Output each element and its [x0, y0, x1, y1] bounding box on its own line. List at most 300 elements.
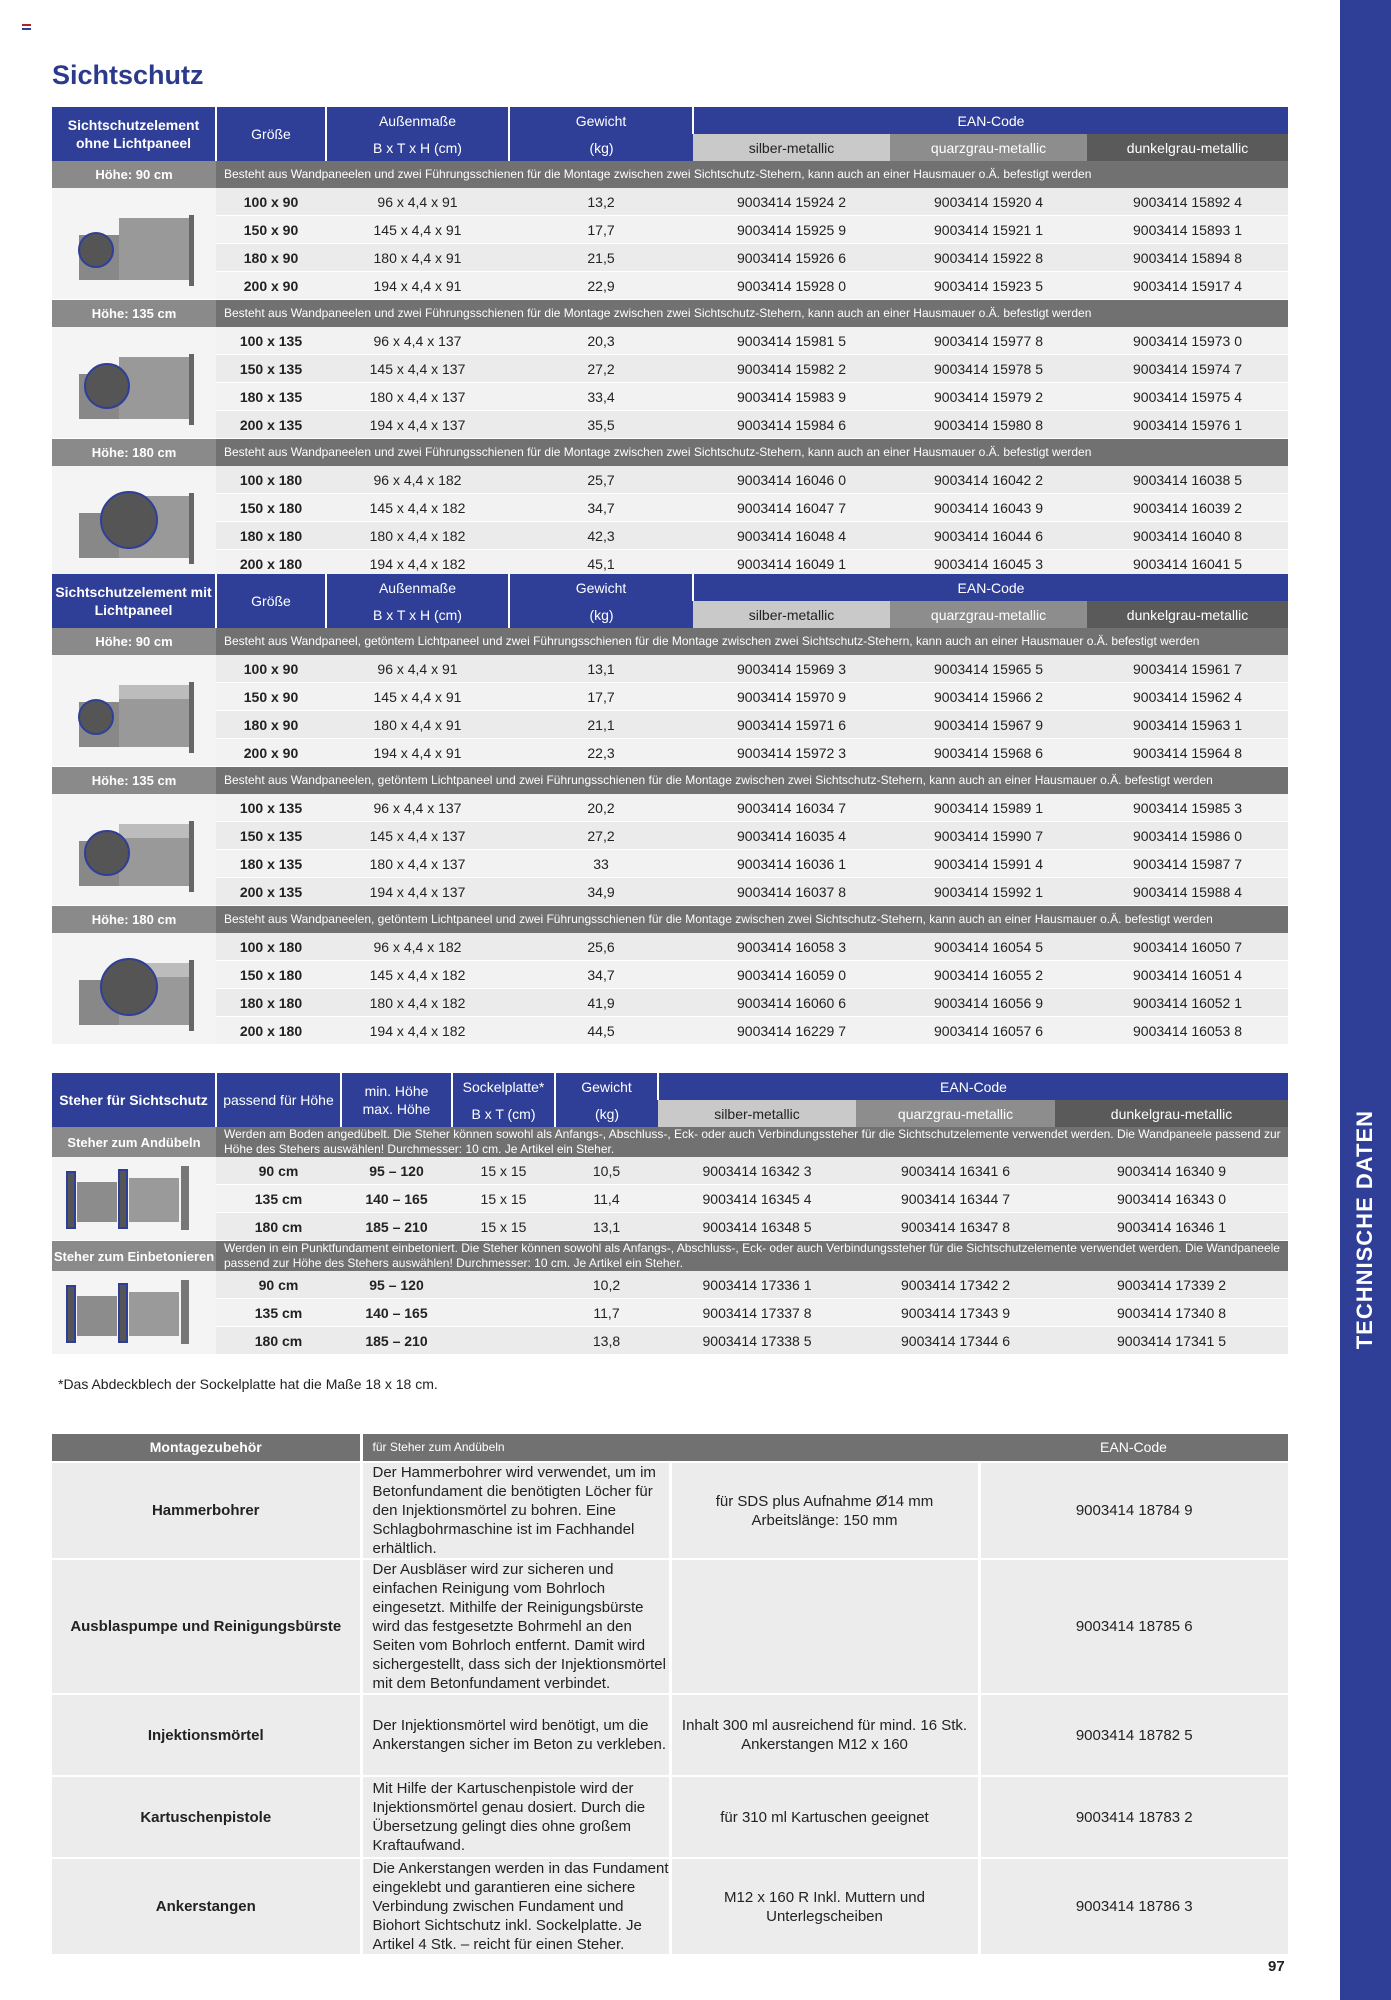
cell: 9003414 15964 8: [1087, 739, 1288, 767]
cell: 9003414 15974 7: [1087, 355, 1288, 383]
color-darkgrey: dunkelgrau-metallic: [1055, 1100, 1288, 1127]
cell: 135 cm: [216, 1185, 341, 1213]
dims-header: Außenmaße: [326, 107, 509, 134]
table-row: [52, 822, 1288, 850]
cell: 34,9: [509, 878, 693, 906]
dims-subheader: B x T x H (cm): [326, 601, 509, 628]
cell: 9003414 15971 6: [693, 711, 890, 739]
max-height-header: max. Höhe: [362, 1101, 431, 1117]
accessory-spec: M12 x 160 R Inkl. Muttern und Unterlegscheiben: [670, 1858, 979, 1955]
cell: 25,7: [509, 466, 693, 494]
plate-header: Sockelplatte*: [452, 1073, 555, 1100]
cell: 15 x 15: [452, 1157, 555, 1185]
fence-panel-icon: [59, 798, 209, 898]
cell: 9003414 15973 0: [1087, 327, 1288, 355]
cell: 145 x 4,4 x 137: [326, 822, 509, 850]
product-image: [52, 466, 216, 578]
cell: 9003414 15988 4: [1087, 878, 1288, 906]
cell: 180 x 4,4 x 182: [326, 522, 509, 550]
cell: 9003414 16346 1: [1055, 1213, 1288, 1241]
accessory-ean: 9003414 18783 2: [979, 1776, 1288, 1858]
cell: 90 cm: [216, 1271, 341, 1299]
cell: 17,7: [509, 216, 693, 244]
color-silver: silber-metallic: [693, 134, 890, 161]
cell: 9003414 16052 1: [1087, 989, 1288, 1017]
color-quartz: quarzgrau-metallic: [890, 601, 1087, 628]
cell: 9003414 16229 7: [693, 1017, 890, 1045]
cell: 9003414 16055 2: [890, 961, 1087, 989]
cell: 9003414 15980 8: [890, 411, 1087, 439]
height-label: Höhe: 90 cm: [52, 628, 216, 655]
table-row: [52, 272, 1288, 300]
cell: 9003414 16034 7: [693, 794, 890, 822]
cell: 9003414 16051 4: [1087, 961, 1288, 989]
cell: 9003414 15926 6: [693, 244, 890, 272]
cell: 180 x 4,4 x 182: [326, 989, 509, 1017]
cell: 100 x 90: [216, 655, 326, 683]
table-row: [52, 494, 1288, 522]
cell: 9003414 15992 1: [890, 878, 1087, 906]
cell: 13,1: [555, 1213, 658, 1241]
cell: 33,4: [509, 383, 693, 411]
fit-header: passend für Höhe: [216, 1073, 341, 1127]
accessory-name: Injektionsmörtel: [52, 1694, 361, 1776]
cell: 90 cm: [216, 1157, 341, 1185]
cell: 100 x 135: [216, 794, 326, 822]
cell: 9003414 17340 8: [1055, 1299, 1288, 1327]
color-silver: silber-metallic: [693, 601, 890, 628]
height-label: Höhe: 180 cm: [52, 439, 216, 467]
table-without-lightpanel: [52, 107, 1288, 578]
ean-header: EAN-Code: [658, 1073, 1288, 1100]
cell: 9003414 16036 1: [693, 850, 890, 878]
cell: 9003414 15894 8: [1087, 244, 1288, 272]
cell: 9003414 16047 7: [693, 494, 890, 522]
cell: 34,7: [509, 494, 693, 522]
accessory-text: Der Ausbläser wird zur sicheren und einfachen Reinigung vom Bohrloch eingesetzt. Mithilfe der Reinigungsbürste wird das festgesetzte Bohrmehl an den Seiten vom Bohrloch entfernt. Damit wird sichergestellt, dass sich der Injektionsmörtel mit dem Betonfundament verbindet.: [361, 1559, 670, 1694]
cell: 180 x 4,4 x 91: [326, 711, 509, 739]
cell: 10,5: [555, 1157, 658, 1185]
cell: 35,5: [509, 411, 693, 439]
cell: 17,7: [509, 683, 693, 711]
cell: 9003414 16049 1: [693, 550, 890, 578]
cell: 150 x 90: [216, 683, 326, 711]
cell: 9003414 15892 4: [1087, 188, 1288, 216]
cell: 21,1: [509, 711, 693, 739]
cell: 44,5: [509, 1017, 693, 1045]
cell: 145 x 4,4 x 182: [326, 494, 509, 522]
table-row: [52, 961, 1288, 989]
fence-panel-icon: [59, 192, 209, 292]
table-row: [52, 794, 1288, 822]
group-description: Besteht aus Wandpaneelen und zwei Führungsschienen für die Montage zwischen zwei Sichtschutz-Stehern, kann auch an einer Hausmauer o.Ä. befestigt werden: [216, 161, 1288, 188]
cell: 100 x 90: [216, 188, 326, 216]
product-image: [52, 655, 216, 767]
accessories-table: [52, 1434, 1288, 1956]
accessory-row: [52, 1776, 1288, 1858]
cell: 96 x 4,4 x 91: [326, 188, 509, 216]
cell: 185 – 210: [341, 1327, 452, 1355]
dims-subheader: B x T x H (cm): [326, 134, 509, 161]
cell: 9003414 16041 5: [1087, 550, 1288, 578]
weight-header: Gewicht: [555, 1073, 658, 1100]
cell: 96 x 4,4 x 137: [326, 794, 509, 822]
post-type-label: Steher zum Einbetonieren: [52, 1241, 216, 1272]
accessory-spec: für 310 ml Kartuschen geeignet: [670, 1776, 979, 1858]
accessory-name: Kartuschenpistole: [52, 1776, 361, 1858]
cell: 96 x 4,4 x 182: [326, 466, 509, 494]
cell: 95 – 120: [341, 1157, 452, 1185]
cell: 11,4: [555, 1185, 658, 1213]
group-header: Steher für Sichtschutz: [52, 1073, 216, 1127]
cell: 9003414 15984 6: [693, 411, 890, 439]
table-row: [52, 933, 1288, 961]
cell: 9003414 16340 9: [1055, 1157, 1288, 1185]
cell: 96 x 4,4 x 91: [326, 655, 509, 683]
accessory-name: Ausblaspumpe und Reinigungsbürste: [52, 1559, 361, 1694]
accessory-row: [52, 1462, 1288, 1559]
height-label: Höhe: 135 cm: [52, 300, 216, 328]
flag-icon: [22, 24, 31, 31]
height-label: Höhe: 135 cm: [52, 767, 216, 795]
cell: 9003414 17341 5: [1055, 1327, 1288, 1355]
group-description: Werden am Boden angedübelt. Die Steher können sowohl als Anfangs-, Abschluss-, Eck- oder auch Verbindungssteher für die Sichtschutzelemente verwendet werden. Die Wandpaneele passend zur Höhe des Stehers auswählen! Durchmesser: 10 cm. Je Artikel ein Steher.: [216, 1127, 1288, 1157]
cell: 9003414 17339 2: [1055, 1271, 1288, 1299]
cell: 9003414 15981 5: [693, 327, 890, 355]
cell: 9003414 15968 6: [890, 739, 1087, 767]
cell: 145 x 4,4 x 137: [326, 355, 509, 383]
accessory-text: Der Injektionsmörtel wird benötigt, um die Ankerstangen sicher im Beton zu verkleben.: [361, 1694, 670, 1776]
fence-panel-icon: [59, 659, 209, 759]
cell: 9003414 15987 7: [1087, 850, 1288, 878]
cell: 9003414 16040 8: [1087, 522, 1288, 550]
cell: 96 x 4,4 x 137: [326, 327, 509, 355]
cell: 96 x 4,4 x 182: [326, 933, 509, 961]
accessory-ean: 9003414 18786 3: [979, 1858, 1288, 1955]
cell: 9003414 15966 2: [890, 683, 1087, 711]
accessory-spec: für SDS plus Aufnahme Ø14 mm Arbeitslänge: 150 mm: [670, 1462, 979, 1559]
page-number: 97: [1268, 1958, 1285, 1975]
fence-panel-icon: [59, 937, 209, 1037]
cell: 9003414 16038 5: [1087, 466, 1288, 494]
cell: 140 – 165: [341, 1185, 452, 1213]
cell: 22,9: [509, 272, 693, 300]
cell: 9003414 16347 8: [856, 1213, 1055, 1241]
table-row: [52, 850, 1288, 878]
cell: 9003414 16345 4: [658, 1185, 856, 1213]
accessory-row: [52, 1559, 1288, 1694]
accessory-text: Der Hammerbohrer wird verwendet, um im Betonfundament die benötigten Löcher für den Injektionsmörtel zu bohren. Eine Schlagbohrmaschine ist im Fachhandel erhältlich.: [361, 1462, 670, 1559]
accessory-ean: 9003414 18785 6: [979, 1559, 1288, 1694]
accessory-ean: 9003414 18784 9: [979, 1462, 1288, 1559]
weight-subheader: (kg): [509, 601, 693, 628]
cell: 9003414 15917 4: [1087, 272, 1288, 300]
cell: 194 x 4,4 x 137: [326, 878, 509, 906]
cell: 9003414 16048 4: [693, 522, 890, 550]
table-row: [52, 1327, 1288, 1355]
color-quartz: quarzgrau-metallic: [856, 1100, 1055, 1127]
cell: 9003414 16348 5: [658, 1213, 856, 1241]
cell: 20,2: [509, 794, 693, 822]
cell: 194 x 4,4 x 182: [326, 1017, 509, 1045]
cell: 9003414 15922 8: [890, 244, 1087, 272]
cell: [452, 1271, 555, 1299]
size-header: Größe: [216, 574, 326, 628]
table-row: [52, 1185, 1288, 1213]
cell: 27,2: [509, 355, 693, 383]
cell: 9003414 16054 5: [890, 933, 1087, 961]
cell: 9003414 15986 0: [1087, 822, 1288, 850]
accessory-spec: [670, 1559, 979, 1694]
table-row: [52, 683, 1288, 711]
cell: 9003414 15921 1: [890, 216, 1087, 244]
cell: 9003414 15965 5: [890, 655, 1087, 683]
table-row: [52, 1299, 1288, 1327]
group-header: Sichtschutzelement ohne Lichtpaneel: [52, 107, 216, 161]
cell: 41,9: [509, 989, 693, 1017]
cell: 9003414 15923 5: [890, 272, 1087, 300]
table-posts: Steher für Sichtschutz passend für Höhe min. Höhe max. Höhe Sockelplatte* Gewicht EAN-Code B x T (cm) (kg) silber-metallic quarzgrau-metallic dunkelgrau-metallic Steher zum Andübeln Werden am Boden angedübelt. Die Steher können sowohl als Anfangs-, Abschluss-, Eck- oder auch Verbindungssteher für die Sichtschutzelemente verwendet werden. Die Wandpaneele passend zur Höhe des Stehers auswählen! Durchmesser: 10 cm. Je Artikel ein Steher. 90 cm 95 – 120 15 x 15 10,5 9003414 16342 3 9003414 16341 6 9003414 16340 9 135 cm 140 – 165 15 x 15 11,4 9003414 16345 4 9003414 16344 7 9003414 16343 0 180 cm 185 – 210 15 x 15 13,1 9003414 16348 5 9003414 16347 8 9003414 16346 1 Steher zum Einbetonieren Werden in ein Punktfundament einbetoniert. Die Steher können sowohl als Anfangs-, Abschluss-, Eck- oder auch Verbindungssteher für die Sichtschutzelemente verwendet werden. Die Wandpaneele passend zur Höhe des Stehers auswählen! Durchmesser: 10 cm. Je Artikel ein Steher. 90 cm 95 – 120 10,2 9003414 17336 1 9003414 17342 2 9003414 17339 2 135 cm 140 – 165 11,7 9003414 17337 8 9003414 17343 9 9003414 17340 8 180 cm 185 – 210 13,8 9003414 17338 5 9003414 17344 6 9003414 17341 5: [52, 1073, 1288, 1355]
side-bar: [1340, 0, 1391, 2000]
cell: 15 x 15: [452, 1185, 555, 1213]
cell: 9003414 15963 1: [1087, 711, 1288, 739]
table-row: [52, 327, 1288, 355]
table-row: [52, 466, 1288, 494]
post-icon: [59, 1158, 209, 1236]
table-row: [52, 878, 1288, 906]
post-icon: [59, 1272, 209, 1350]
cell: 9003414 15979 2: [890, 383, 1087, 411]
table-row: [52, 216, 1288, 244]
product-image: [52, 188, 216, 300]
color-darkgrey: dunkelgrau-metallic: [1087, 601, 1288, 628]
table-row: [52, 655, 1288, 683]
cell: 9003414 16058 3: [693, 933, 890, 961]
cell: 9003414 16050 7: [1087, 933, 1288, 961]
table-row: [52, 1271, 1288, 1299]
cell: 9003414 15920 4: [890, 188, 1087, 216]
group-description: Werden in ein Punktfundament einbetoniert. Die Steher können sowohl als Anfangs-, Abschluss-, Eck- oder auch Verbindungssteher für die Sichtschutzelemente verwendet werden. Die Wandpaneele passend zur Höhe des Stehers auswählen! Durchmesser: 10 cm. Je Artikel ein Steher.: [216, 1241, 1288, 1272]
page-title: Sichtschutz: [52, 60, 204, 90]
cell: 180 x 180: [216, 989, 326, 1017]
accessory-row: [52, 1858, 1288, 1955]
cell: 180 x 4,4 x 91: [326, 244, 509, 272]
color-quartz: quarzgrau-metallic: [890, 134, 1087, 161]
cell: 200 x 180: [216, 550, 326, 578]
cell: 150 x 180: [216, 961, 326, 989]
table-row: [52, 1213, 1288, 1241]
cell: 9003414 15983 9: [693, 383, 890, 411]
cell: 9003414 15985 3: [1087, 794, 1288, 822]
product-image: [52, 327, 216, 439]
cell: 9003414 15893 1: [1087, 216, 1288, 244]
cell: 9003414 15969 3: [693, 655, 890, 683]
cell: 145 x 4,4 x 91: [326, 683, 509, 711]
cell: 9003414 16042 2: [890, 466, 1087, 494]
cell: 27,2: [509, 822, 693, 850]
cell: 9003414 17342 2: [856, 1271, 1055, 1299]
cell: 13,2: [509, 188, 693, 216]
color-darkgrey: dunkelgrau-metallic: [1087, 134, 1288, 161]
cell: 9003414 15976 1: [1087, 411, 1288, 439]
footnote: *Das Abdeckblech der Sockelplatte hat die Maße 18 x 18 cm.: [58, 1376, 438, 1392]
cell: 9003414 16341 6: [856, 1157, 1055, 1185]
cell: 200 x 90: [216, 272, 326, 300]
weight-subheader: (kg): [509, 134, 693, 161]
accessory-name: Hammerbohrer: [52, 1462, 361, 1559]
table-row: [52, 1157, 1288, 1185]
accessory-ean: 9003414 18782 5: [979, 1694, 1288, 1776]
cell: 9003414 15928 0: [693, 272, 890, 300]
cell: 9003414 16039 2: [1087, 494, 1288, 522]
weight-header: Gewicht: [509, 107, 693, 134]
cell: 9003414 16046 0: [693, 466, 890, 494]
ean-header: EAN-Code: [693, 107, 1288, 134]
table-row: [52, 522, 1288, 550]
cell: 194 x 4,4 x 91: [326, 272, 509, 300]
cell: 200 x 135: [216, 878, 326, 906]
table-row: [52, 411, 1288, 439]
cell: 145 x 4,4 x 182: [326, 961, 509, 989]
cell: 9003414 15991 4: [890, 850, 1087, 878]
cell: 180 x 180: [216, 522, 326, 550]
product-image: [52, 1271, 216, 1355]
color-silver: silber-metallic: [658, 1100, 856, 1127]
cell: 45,1: [509, 550, 693, 578]
ean-header: EAN-Code: [693, 574, 1288, 601]
cell: 9003414 16342 3: [658, 1157, 856, 1185]
cell: 20,3: [509, 327, 693, 355]
group-description: Besteht aus Wandpaneelen, getöntem Lichtpaneel und zwei Führungsschienen für die Montage zwischen zwei Sichtschutz-Stehern, kann auch an einer Hausmauer o.Ä. befestigt werden: [216, 906, 1288, 934]
cell: 180 x 4,4 x 137: [326, 383, 509, 411]
post-type-label: Steher zum Andübeln: [52, 1127, 216, 1157]
group-description: Besteht aus Wandpaneelen, getöntem Lichtpaneel und zwei Führungsschienen für die Montage zwischen zwei Sichtschutz-Stehern, kann auch an einer Hausmauer o.Ä. befestigt werden: [216, 767, 1288, 795]
table-row: [52, 739, 1288, 767]
cell: 135 cm: [216, 1299, 341, 1327]
accessory-name: Ankerstangen: [52, 1858, 361, 1955]
cell: 100 x 180: [216, 933, 326, 961]
group-header: Sichtschutzelement mit Lichtpaneel: [52, 574, 216, 628]
accessory-row: [52, 1694, 1288, 1776]
cell: 10,2: [555, 1271, 658, 1299]
cell: 9003414 16035 4: [693, 822, 890, 850]
cell: 9003414 16344 7: [856, 1185, 1055, 1213]
group-description: Besteht aus Wandpaneel, getöntem Lichtpaneel und zwei Führungsschienen für die Montage zwischen zwei Sichtschutz-Stehern, kann auch an einer Hausmauer o.Ä. befestigt werden: [216, 628, 1288, 655]
product-image: [52, 933, 216, 1045]
cell: 9003414 16060 6: [693, 989, 890, 1017]
cell: [452, 1299, 555, 1327]
cell: 180 cm: [216, 1327, 341, 1355]
height-label: Höhe: 180 cm: [52, 906, 216, 934]
group-description: Besteht aus Wandpaneelen und zwei Führungsschienen für die Montage zwischen zwei Sichtschutz-Stehern, kann auch an einer Hausmauer o.Ä. befestigt werden: [216, 439, 1288, 467]
cell: 9003414 17343 9: [856, 1299, 1055, 1327]
cell: 9003414 15972 3: [693, 739, 890, 767]
cell: 25,6: [509, 933, 693, 961]
cell: 22,3: [509, 739, 693, 767]
cell: 150 x 135: [216, 355, 326, 383]
cell: 9003414 16343 0: [1055, 1185, 1288, 1213]
cell: 9003414 15977 8: [890, 327, 1087, 355]
cell: 15 x 15: [452, 1213, 555, 1241]
table-row: [52, 1017, 1288, 1045]
cell: 33: [509, 850, 693, 878]
cell: 9003414 17337 8: [658, 1299, 856, 1327]
cell: 21,5: [509, 244, 693, 272]
cell: 150 x 180: [216, 494, 326, 522]
cell: 180 cm: [216, 1213, 341, 1241]
cell: 180 x 135: [216, 383, 326, 411]
weight-header: Gewicht: [509, 574, 693, 601]
cell: 150 x 90: [216, 216, 326, 244]
height-label: Höhe: 90 cm: [52, 161, 216, 188]
cell: 9003414 15967 9: [890, 711, 1087, 739]
cell: 185 – 210: [341, 1213, 452, 1241]
cell: 9003414 16056 9: [890, 989, 1087, 1017]
cell: 13,8: [555, 1327, 658, 1355]
side-label: TECHNISCHE DATEN: [1352, 1110, 1377, 1350]
min-height-header: min. Höhe: [364, 1083, 429, 1099]
cell: 9003414 15962 4: [1087, 683, 1288, 711]
fence-panel-icon: [59, 331, 209, 431]
cell: 9003414 15990 7: [890, 822, 1087, 850]
size-header: Größe: [216, 107, 326, 161]
product-image: [52, 794, 216, 906]
cell: 194 x 4,4 x 137: [326, 411, 509, 439]
accessory-spec: Inhalt 300 ml ausreichend für mind. 16 Stk. Ankerstangen M12 x 160: [670, 1694, 979, 1776]
cell: 42,3: [509, 522, 693, 550]
acc-sub: für Steher zum Andübeln: [361, 1434, 979, 1462]
cell: 180 x 135: [216, 850, 326, 878]
table-row: [52, 355, 1288, 383]
cell: 150 x 135: [216, 822, 326, 850]
accessory-text: Die Ankerstangen werden in das Fundament eingeklebt und garantieren eine sichere Verbindung zwischen Fundament und Biohort Sichtschutz inkl. Sockelplatte. Je Artikel 4 Stk. – reicht für einen Steher.: [361, 1858, 670, 1955]
table-row: [52, 188, 1288, 216]
cell: 9003414 15975 4: [1087, 383, 1288, 411]
cell: 180 x 4,4 x 137: [326, 850, 509, 878]
accessory-text: Mit Hilfe der Kartuschenpistole wird der Injektionsmörtel genau dosiert. Durch die Übersetzung gelingt dies ohne großem Kraftaufwand.: [361, 1776, 670, 1858]
cell: 100 x 180: [216, 466, 326, 494]
cell: 95 – 120: [341, 1271, 452, 1299]
cell: 194 x 4,4 x 91: [326, 739, 509, 767]
cell: 140 – 165: [341, 1299, 452, 1327]
cell: 9003414 15970 9: [693, 683, 890, 711]
acc-ean-header: EAN-Code: [979, 1434, 1288, 1462]
cell: 200 x 90: [216, 739, 326, 767]
cell: 9003414 17344 6: [856, 1327, 1055, 1355]
table-with-lightpanel: [52, 574, 1288, 1045]
cell: 100 x 135: [216, 327, 326, 355]
cell: 180 x 90: [216, 244, 326, 272]
cell: 11,7: [555, 1299, 658, 1327]
cell: 145 x 4,4 x 91: [326, 216, 509, 244]
table-row: [52, 383, 1288, 411]
cell: 9003414 17338 5: [658, 1327, 856, 1355]
cell: 9003414 15982 2: [693, 355, 890, 383]
cell: 9003414 17336 1: [658, 1271, 856, 1299]
cell: 180 x 90: [216, 711, 326, 739]
group-description: Besteht aus Wandpaneelen und zwei Führungsschienen für die Montage zwischen zwei Sichtschutz-Stehern, kann auch an einer Hausmauer o.Ä. befestigt werden: [216, 300, 1288, 328]
cell: 9003414 15925 9: [693, 216, 890, 244]
cell: 9003414 16053 8: [1087, 1017, 1288, 1045]
cell: 9003414 16059 0: [693, 961, 890, 989]
table-row: [52, 711, 1288, 739]
cell: 200 x 180: [216, 1017, 326, 1045]
cell: 194 x 4,4 x 182: [326, 550, 509, 578]
cell: 13,1: [509, 655, 693, 683]
fence-panel-icon: [59, 470, 209, 570]
cell: 9003414 16057 6: [890, 1017, 1087, 1045]
cell: 9003414 16045 3: [890, 550, 1087, 578]
